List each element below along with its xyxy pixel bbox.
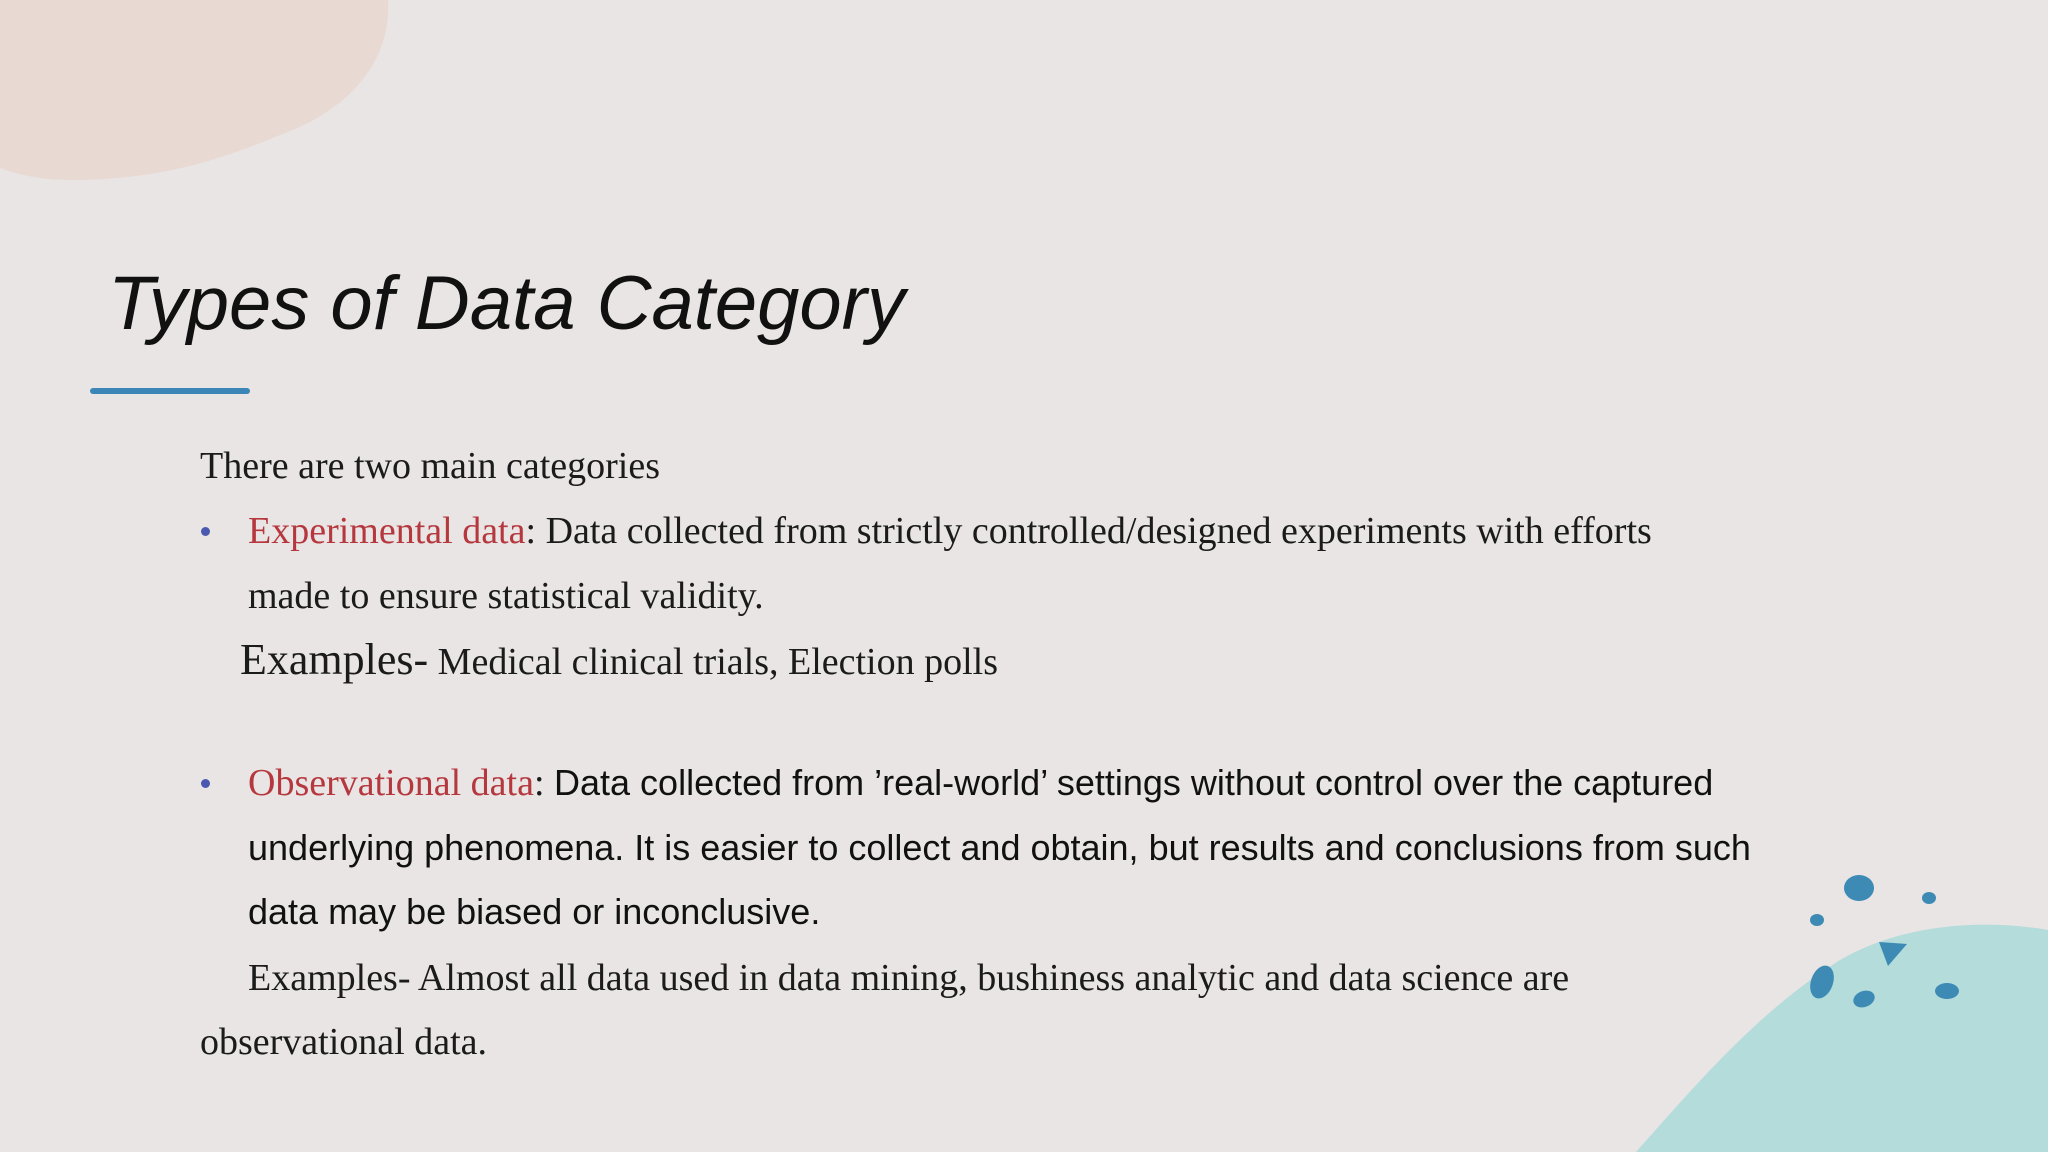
bullet-dot-icon [201,779,210,788]
observational-description: Data collected from ’real-world’ settings without control over the captured [554,762,1714,803]
teal-blob [1636,925,2048,1152]
experimental-examples [240,632,998,690]
observational-separator: : [533,762,555,804]
title-underline [90,388,250,394]
observational-line-2: underlying phenomena. It is easier to collect and obtain, but results and conclusions from such [248,827,1751,868]
experimental-description: Data collected from strictly controlled/designed experiments with efforts [545,510,1652,552]
experimental-term: Experimental data [248,510,526,552]
observational-line-1 [248,757,1713,809]
experimental-examples-lead: Examples- [240,635,429,684]
experimental-line-2: made to ensure statistical validity. [248,575,764,617]
experimental-examples-text: Medical clinical trials, Election polls [428,641,999,683]
observational-examples-line-1: Examples- Almost all data used in data mining, bushiness analytic and data science are [248,957,1570,999]
observational-term: Observational data [248,762,534,804]
experimental-separator: : [525,510,546,552]
intro-text: There are two main categories [200,445,660,487]
experimental-line-1 [248,505,1652,557]
observational-line-3: data may be biased or inconclusive. [248,891,821,932]
slide-title: Types of Data Category [108,261,905,346]
splatter-dot [1935,983,1959,999]
bullet-dot-icon [201,527,210,536]
splatter-dot [1844,875,1874,901]
peach-blob [0,0,388,180]
observational-examples-line-2: observational data. [200,1021,488,1063]
splatter-dot [1810,914,1824,926]
splatter-dot [1922,892,1936,904]
